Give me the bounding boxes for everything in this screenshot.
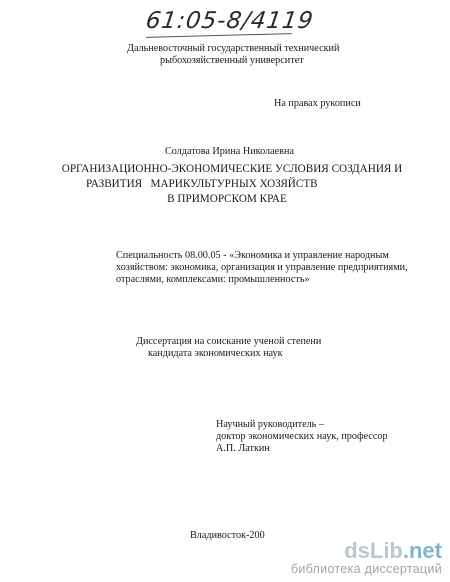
- title-line-2: РАЗВИТИЯ МАРИКУЛЬТУРНЫХ ХОЗЯЙСТВ: [86, 178, 318, 190]
- logo-part-1: dsLib: [344, 538, 403, 563]
- specialty-line-2: хозяйством: экономика, организация и управление предприятиями,: [116, 262, 408, 273]
- dslib-logo: [291, 540, 442, 562]
- logo-part-2: .net: [402, 538, 442, 563]
- supervisor-line-3: А.П. Латкин: [216, 443, 270, 454]
- specialty-line-3: отраслями, комплексами: промышленность»: [116, 274, 310, 285]
- handwritten-catalog-number: 61:05-8/4119: [144, 8, 316, 34]
- institution-line-1: Дальневосточный государственный технический: [127, 43, 340, 54]
- author-name: Солдатова Ирина Николаевна: [165, 146, 294, 157]
- degree-line-1: Диссертация на соискание ученой степени: [136, 336, 322, 347]
- title-line-1: ОРГАНИЗАЦИОННО-ЭКОНОМИЧЕСКИЕ УСЛОВИЯ СОЗДАНИЯ И: [61, 163, 403, 175]
- dslib-watermark[interactable]: [291, 540, 442, 576]
- dissertation-title: [0, 162, 450, 207]
- rights-note: На правах рукописи: [274, 98, 361, 109]
- degree-line-2: кандидата экономических наук: [148, 348, 283, 359]
- city-year: Владивосток-200: [190, 530, 265, 541]
- institution-line-2: рыбохозяйственный университет: [160, 55, 304, 66]
- watermark-subtitle: библиотека диссертаций: [290, 562, 442, 576]
- title-line-3: В ПРИМОРСКОМ КРАЕ: [167, 193, 287, 205]
- specialty-line-1: Специальность 08.00.05 - «Экономика и управление народным: [116, 250, 389, 261]
- supervisor-line-2: доктор экономических наук, профессор: [216, 431, 388, 442]
- supervisor-line-1: Научный руководитель –: [216, 419, 324, 430]
